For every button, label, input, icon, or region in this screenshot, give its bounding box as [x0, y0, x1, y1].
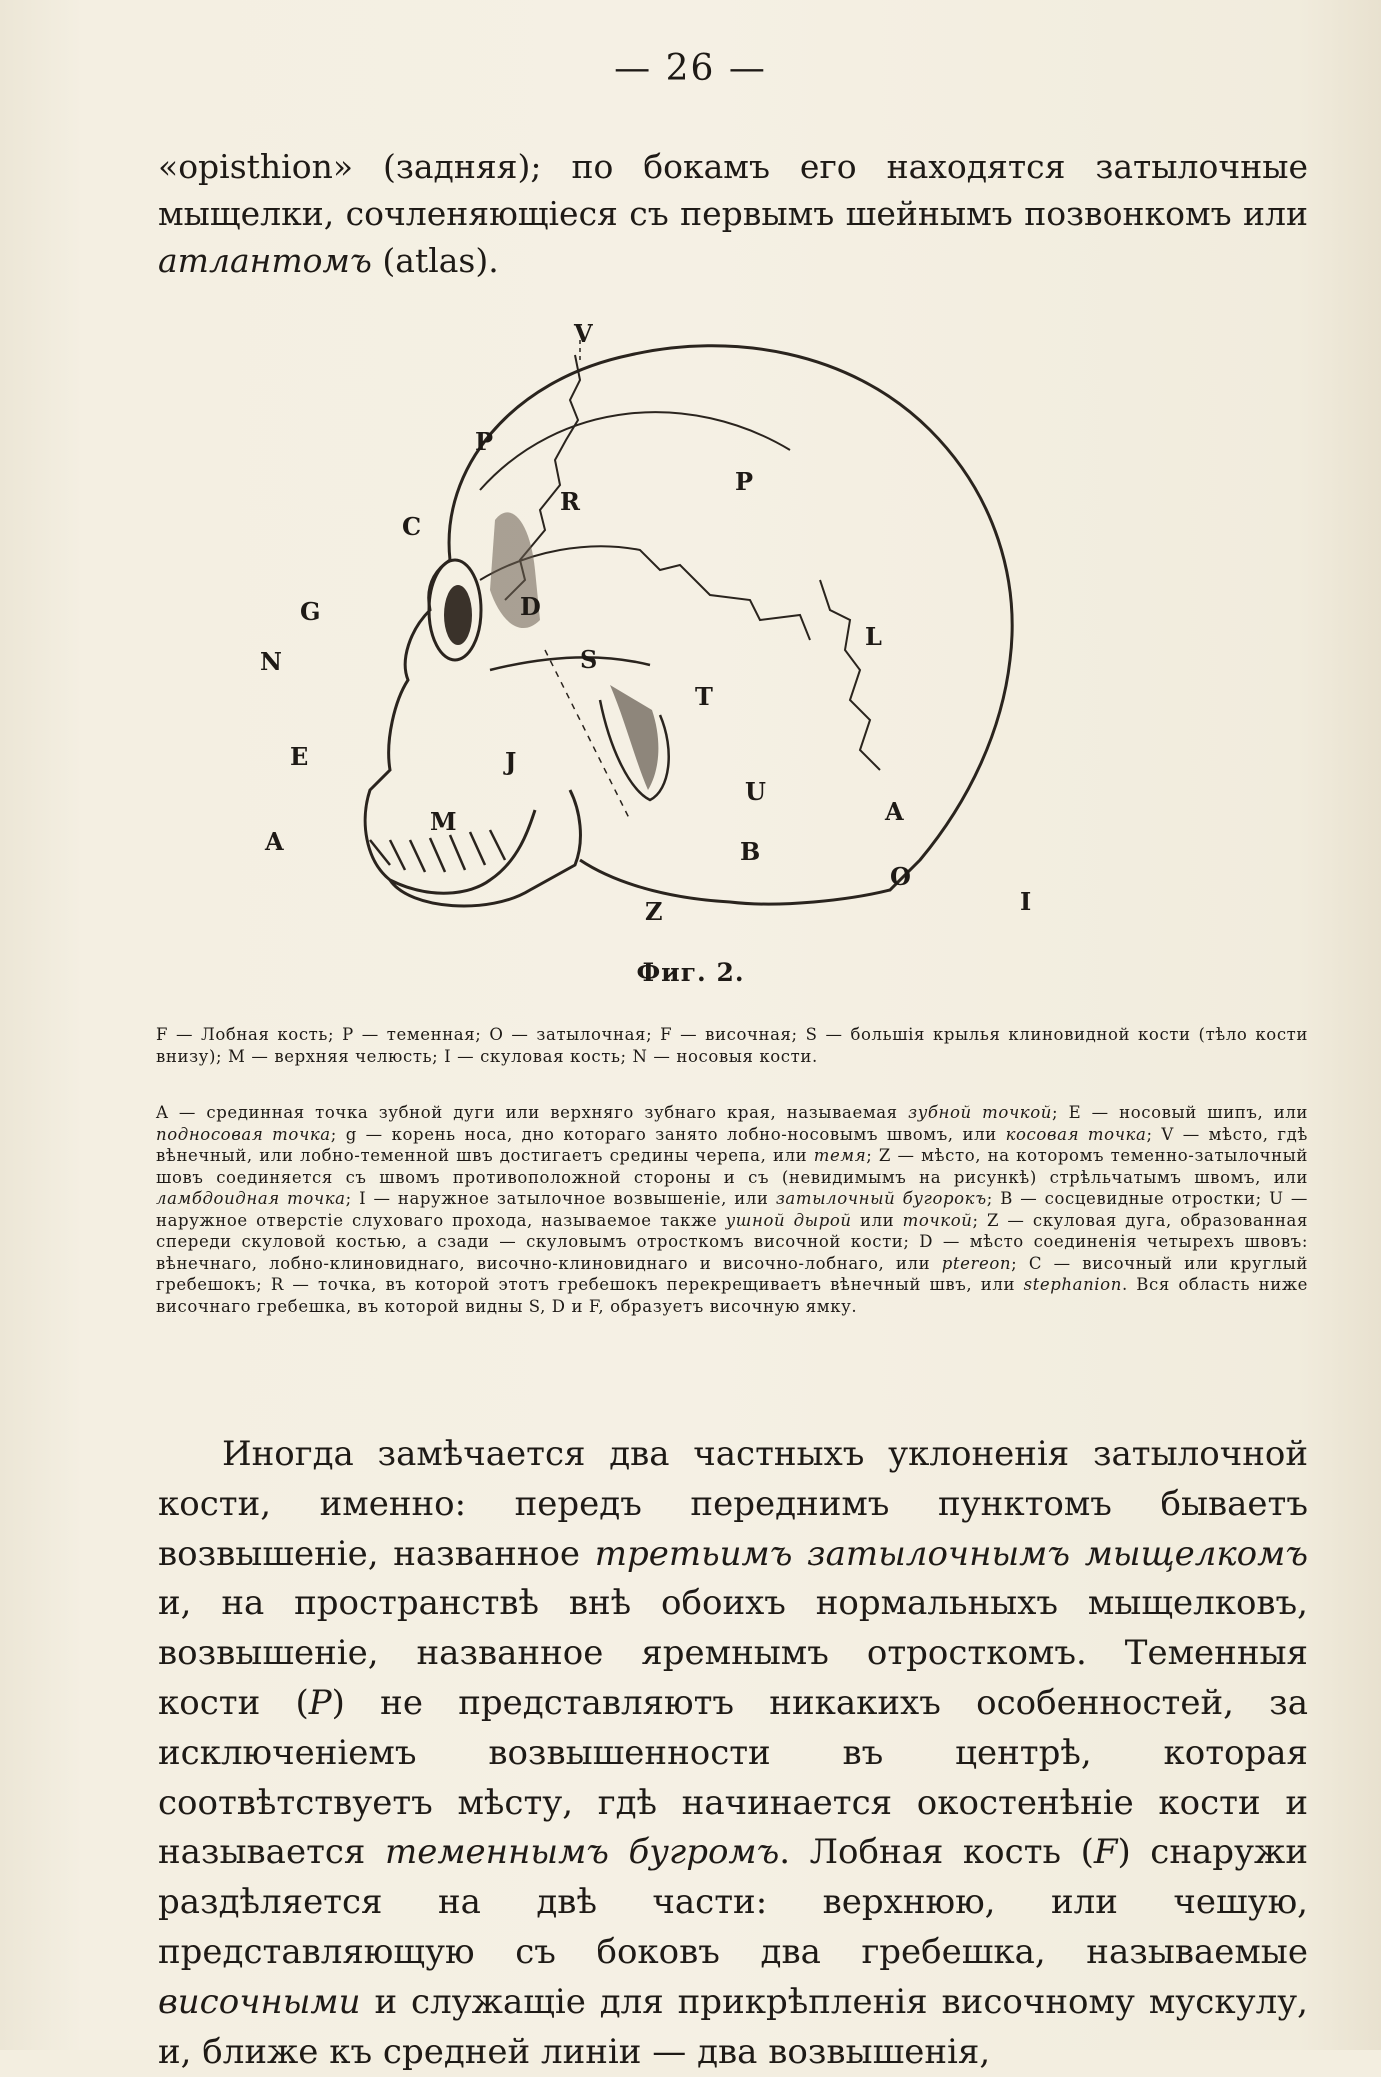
paragraph-bottom-text: . Лобная кость ( — [779, 1832, 1094, 1873]
label-c: C — [402, 512, 422, 541]
legend-2-part: ; C — височный или круглый гребешокъ; R — точка, въ которой этотъ гребешокъ перекрещиваетъ вѣнечный швъ, или — [156, 1253, 1308, 1294]
paragraph-top-text-b: (atlas). — [371, 241, 499, 280]
label-d: D — [520, 592, 541, 621]
label-l: L — [865, 622, 882, 651]
skull-jaw — [390, 790, 580, 906]
paragraph-bottom-text: и, на пространствѣ внѣ обоихъ нормальныхъ мыщелковъ, возвышеніе, названное яремнымъ отросткомъ. Теменныя кости ( — [158, 1583, 1308, 1723]
paragraph-bottom-text: ) снаружи раздѣляется на двѣ части: верхнюю, или чешую, представляющую съ боковъ два гребешка, называемые — [158, 1832, 1308, 1972]
page-number: — 26 — — [614, 48, 767, 89]
skull-illustration — [260, 319, 1140, 930]
label-i: I — [1020, 887, 1032, 916]
paragraph-bottom-italic: височными — [158, 1981, 361, 2022]
label-t: T — [695, 682, 713, 711]
legend-2-part: ; E — носовый шипъ, или — [1052, 1103, 1308, 1122]
label-n: N — [260, 647, 282, 676]
skull-teeth — [370, 830, 505, 872]
label-a-front: A — [265, 827, 284, 856]
paragraph-bottom — [158, 1430, 1308, 2077]
legend-2-italic: ламбдоидная точка — [156, 1189, 346, 1208]
legend-2-part: или — [851, 1210, 903, 1230]
figure-legend-2 — [156, 1102, 1308, 1317]
legend-2-part: ; V — мѣсто, гдѣ вѣнечный, или лобно-теменной швъ достигаетъ средины черепа, или — [156, 1124, 1308, 1165]
legend-2-part: ; Z — скуловая дуга, образованная спереди скуловой костью, а сзади — скуловымъ отросткомъ височной кости; D — мѣсто соединенія четырехъ швовъ: вѣнечнаго, лобно-клиновиднаго, височно-клиновиднаго и височно-лобнаго, или — [156, 1210, 1308, 1273]
label-p-top: P — [735, 467, 754, 496]
legend-2-part: ; g — корень носа, дно котораго занято лобно-носовымъ швомъ, или — [330, 1124, 1006, 1144]
zygomatic-arch — [490, 657, 650, 670]
legend-2-italic: затылочный бугорокъ — [775, 1189, 987, 1208]
skull-figure — [260, 319, 1140, 930]
label-u: U — [745, 777, 766, 806]
figure-legend-1: F — Лобная кость; P — теменная; O — затылочная; F — височная; S — большія крылья клиновидной кости (тѣло кости внизу); M — верхняя челюсть; I — скуловая кость; N — носовыя кости. — [156, 1025, 1308, 1066]
lambdoid-suture — [820, 580, 880, 770]
legend-2-italic: темя — [813, 1146, 867, 1165]
legend-2-italic: ушной дырой — [725, 1210, 852, 1230]
paragraph-top — [158, 143, 1308, 284]
label-e: E — [290, 742, 309, 771]
label-p-front: P — [475, 427, 494, 456]
label-r: R — [560, 487, 580, 516]
legend-2-italic: stephanion — [1023, 1275, 1122, 1294]
label-m: M — [430, 807, 457, 836]
legend-2-part: ; B — сосцевидные отростки; U — наружное отверстіе слуховаго прохода, называемое также — [156, 1189, 1308, 1230]
paragraph-top-text-a: «opisthion» (задняя); по бокамъ его находятся затылочные мыщелки, сочленяющіеся съ первымъ шейнымъ позвонкомъ или — [158, 147, 1308, 233]
paragraph-bottom-italic: теменнымъ бугромъ — [384, 1832, 780, 1873]
label-j: J — [505, 747, 517, 776]
legend-2-italic: зубной точкой — [908, 1103, 1053, 1122]
paragraph-bottom-italic: P — [308, 1682, 332, 1723]
label-v: V — [574, 319, 593, 348]
legend-2-part: ; I — наружное затылочное возвышеніе, или — [345, 1189, 776, 1208]
figure-caption: Фиг. 2. — [636, 958, 745, 987]
paragraph-bottom-italic: F — [1093, 1832, 1118, 1873]
paragraph-top-italic-a: атлантомъ — [158, 241, 372, 280]
paragraph-bottom-text: ) не представляютъ никакихъ особенностей, за исключеніемъ возвышенности въ центрѣ, которая соотвѣтствуетъ мѣсту, гдѣ начинается окостенѣніе кости и называется — [158, 1682, 1308, 1873]
legend-2-part: ; Z — мѣсто, на которомъ теменно-затылочный шовъ соединяется съ швомъ противоположной стороны и съ (невидимымъ на рисункѣ) стрѣльчатымъ швомъ, или — [156, 1146, 1309, 1187]
label-s: S — [580, 645, 598, 674]
label-o: O — [890, 862, 911, 891]
legend-2-part: A — срединная точка зубной дуги или верхняго зубнаго края, называемая — [156, 1103, 909, 1122]
label-b: B — [740, 837, 761, 866]
paragraph-bottom-text: и служащіе для прикрѣпленія височному мускулу, и, ближе къ средней линіи — два возвышенія, — [158, 1981, 1308, 2072]
label-g: G — [300, 597, 321, 626]
dashed-line-z — [545, 650, 630, 820]
legend-2-italic: точкой — [902, 1210, 973, 1230]
legend-2-italic: подносовая точка — [156, 1124, 331, 1144]
paragraph-bottom-text: Иногда замѣчается два частныхъ уклоненія затылочной кости, именно: передъ переднимъ пунктомъ бываетъ возвышеніе, названное — [158, 1434, 1308, 1574]
legend-2-italic: косовая точка — [1005, 1124, 1147, 1144]
paragraph-bottom-italic: третьимъ затылочнымъ мыщелкомъ — [594, 1533, 1308, 1574]
legend-2-part: . Вся область ниже височнаго гребешка, въ которой видны S, D и F, образуетъ височную ямку. — [156, 1275, 1308, 1316]
legend-2-italic: ptereon — [941, 1253, 1012, 1273]
label-a-back: A — [885, 797, 904, 826]
label-z: Z — [645, 897, 663, 926]
